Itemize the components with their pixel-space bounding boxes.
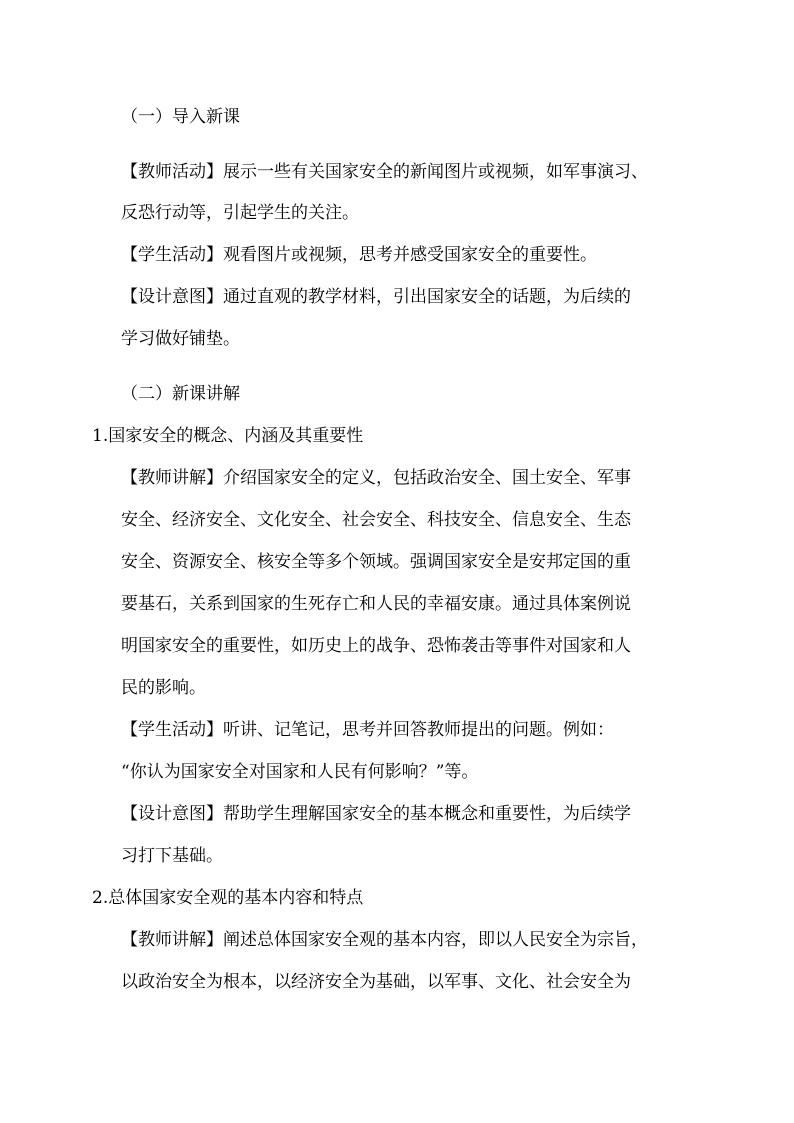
paragraph-line: 【设计意图】帮助学生理解国家安全的基本概念和重要性，为后续学 — [121, 804, 631, 824]
paragraph-line: 安全、资源安全、核安全等多个领域。强调国家安全是安邦定国的重 — [121, 552, 631, 572]
paragraph-line: 【教师讲解】阐述总体国家安全观的基本内容，即以人民安全为宗旨， — [121, 930, 648, 950]
section-heading-new-lesson: （二）新课讲解 — [121, 384, 240, 404]
item-title-1: 1.国家安全的概念、内涵及其重要性 — [92, 426, 364, 446]
paragraph-line: 学习做好铺垫。 — [121, 329, 240, 349]
paragraph-line: 要基石，关系到国家的生死存亡和人民的幸福安康。通过具体案例说 — [121, 594, 631, 614]
paragraph-line: 【教师讲解】介绍国家安全的定义，包括政治安全、国土安全、军事 — [121, 468, 631, 488]
paragraph-line: 习打下基础。 — [121, 846, 223, 866]
paragraph-line: “你认为国家安全对国家和人民有何影响？”等。 — [121, 762, 479, 782]
paragraph-line: 【设计意图】通过直观的教学材料，引出国家安全的话题，为后续的 — [121, 287, 631, 307]
paragraph-line: 以政治安全为根本，以经济安全为基础，以军事、文化、社会安全为 — [121, 972, 631, 992]
paragraph-line: 【学生活动】听讲、记笔记，思考并回答教师提出的问题。例如： — [121, 720, 614, 740]
paragraph-line: 民的影响。 — [121, 678, 206, 698]
paragraph-line: 【教师活动】展示一些有关国家安全的新闻图片或视频，如军事演习、 — [121, 162, 648, 182]
section-heading-intro: （一）导入新课 — [121, 107, 240, 127]
paragraph-line: 反恐行动等，引起学生的关注。 — [121, 203, 359, 223]
paragraph-line: 【学生活动】观看图片或视频，思考并感受国家安全的重要性。 — [121, 245, 597, 265]
item-title-2: 2.总体国家安全观的基本内容和特点 — [92, 888, 364, 908]
paragraph-line: 安全、经济安全、文化安全、社会安全、科技安全、信息安全、生态 — [121, 510, 631, 530]
paragraph-line: 明国家安全的重要性，如历史上的战争、恐怖袭击等事件对国家和人 — [121, 636, 631, 656]
